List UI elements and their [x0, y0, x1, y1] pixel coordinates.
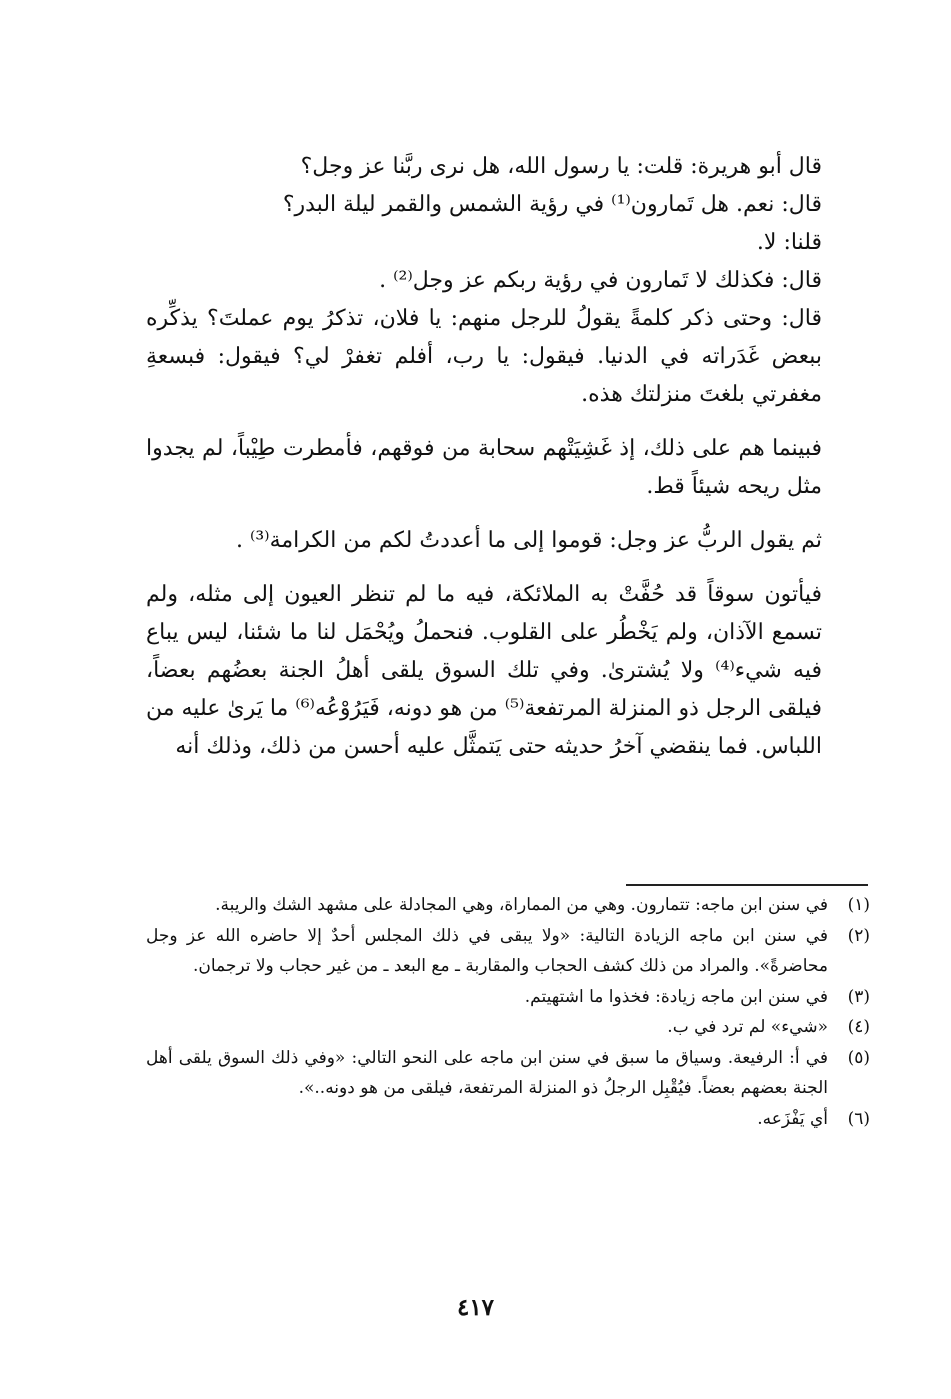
paragraph: قال: وحتى ذكر كلمةً يقولُ للرجل منهم: يا فلان، تذكرُ يوم عملتَ؟ يذكِّره ببعض غَدَراته في الدنيا. فيقول: يا رب، أفلم تغفرْ لي؟ فيقول: فبسعةِ مغفرتي بلغتَ منزلتك هذه. — [146, 306, 822, 407]
footnote — [146, 921, 870, 982]
footnote — [146, 982, 870, 1013]
page-number: ٤١٧ — [456, 1294, 495, 1321]
paragraph: فيأتون سوقاً قد حُفَّتْ به الملائكة، فيه ما لم تنظر العيون إلى مثله، ولم تسمع الآذان، ولم يَخْطُر على القلوب. فنحملُ ويُحْمَل لنا ما شئنا، ليس يباع فيه شيء⁽⁴⁾ ولا يُشترىٰ. وفي تلك السوق يلقى أهلُ الجنة بعضُهم بعضاً، فيلقى الرجل ذو المنزلة المرتفعة⁽⁵⁾ من هو دونه، فَيَرُوْعُه⁽⁶⁾ ما يَرىٰ عليه من اللباس. فما ينقضي آخرُ حديثه حتى يَتمثَّل عليه أحسن من ذلك، وذلك أنه — [145, 582, 822, 759]
footnote-text: في سنن ابن ماجه: تتمارون. وهي من المماراة، وهي المجادلة على مشهد الشك والريبة. — [215, 895, 828, 915]
footnote-number: (٥) — [847, 1047, 870, 1068]
footnote — [146, 1104, 870, 1135]
paragraph: قال: فكذلك لا تَمارون في رؤية ربكم عز وجل⁽²⁾ . — [379, 268, 822, 293]
footnote — [146, 890, 870, 921]
main-text — [146, 148, 866, 766]
footnote-number: (٦) — [847, 1108, 870, 1129]
footnote-divider — [626, 884, 868, 886]
paragraph: ثم يقول الربُّ عز وجل: قوموا إلى ما أعددتُ لكم من الكرامة⁽³⁾ . — [235, 528, 822, 553]
footnote-number: (٣) — [847, 986, 870, 1007]
paragraph: قال أبو هريرة: قلت: يا رسول الله، هل نرى ربَّنا عز وجل؟ — [300, 154, 822, 179]
footnote-number: (١) — [847, 895, 870, 915]
paragraph: فبينما هم على ذلك، إذ غَشِيَتْهم سحابة من فوقهم، فأمطرت طِيْباً، لم يجدوا مثل ريحه شيئاً قط. — [146, 436, 822, 499]
footnote-number: (٢) — [847, 925, 870, 946]
footnote-text: أي يَفْزَعه. — [757, 1108, 828, 1129]
footnote-text: في أ: الرفيعة. وسياق ما سبق في سنن ابن ماجه على النحو التالي: «وفي ذلك السوق يلقى أهل الجنة بعضهم بعضاً. فيُقْبِل الرجلُ ذو المنزلة المرتفعة، فيلقى من هو دونه..». — [146, 1047, 828, 1098]
footnote-text: في سنن ابن ماجه الزيادة التالية: «ولا يبقى في ذلك المجلس أحدٌ إلا حاضره الله عز وجل محاضرةً». والمراد من ذلك كشف الحجاب والمقاربة ـ مع البعد ـ من غير حجاب ولا ترجمان. — [146, 925, 828, 976]
footnote — [146, 1012, 870, 1043]
paragraph: قلنا: لا. — [756, 230, 822, 255]
footnotes — [146, 890, 870, 1134]
paragraph: قال: نعم. هل تَمارون⁽¹⁾ في رؤية الشمس والقمر ليلة البدر؟ — [282, 192, 822, 217]
footnote — [146, 1043, 870, 1104]
footnote-text: في سنن ابن ماجه زيادة: فخذوا ما اشتهيتم. — [524, 986, 828, 1007]
footnote-text: «شيء» لم ترد في ب. — [667, 1017, 828, 1037]
footnote-number: (٤) — [847, 1017, 870, 1037]
